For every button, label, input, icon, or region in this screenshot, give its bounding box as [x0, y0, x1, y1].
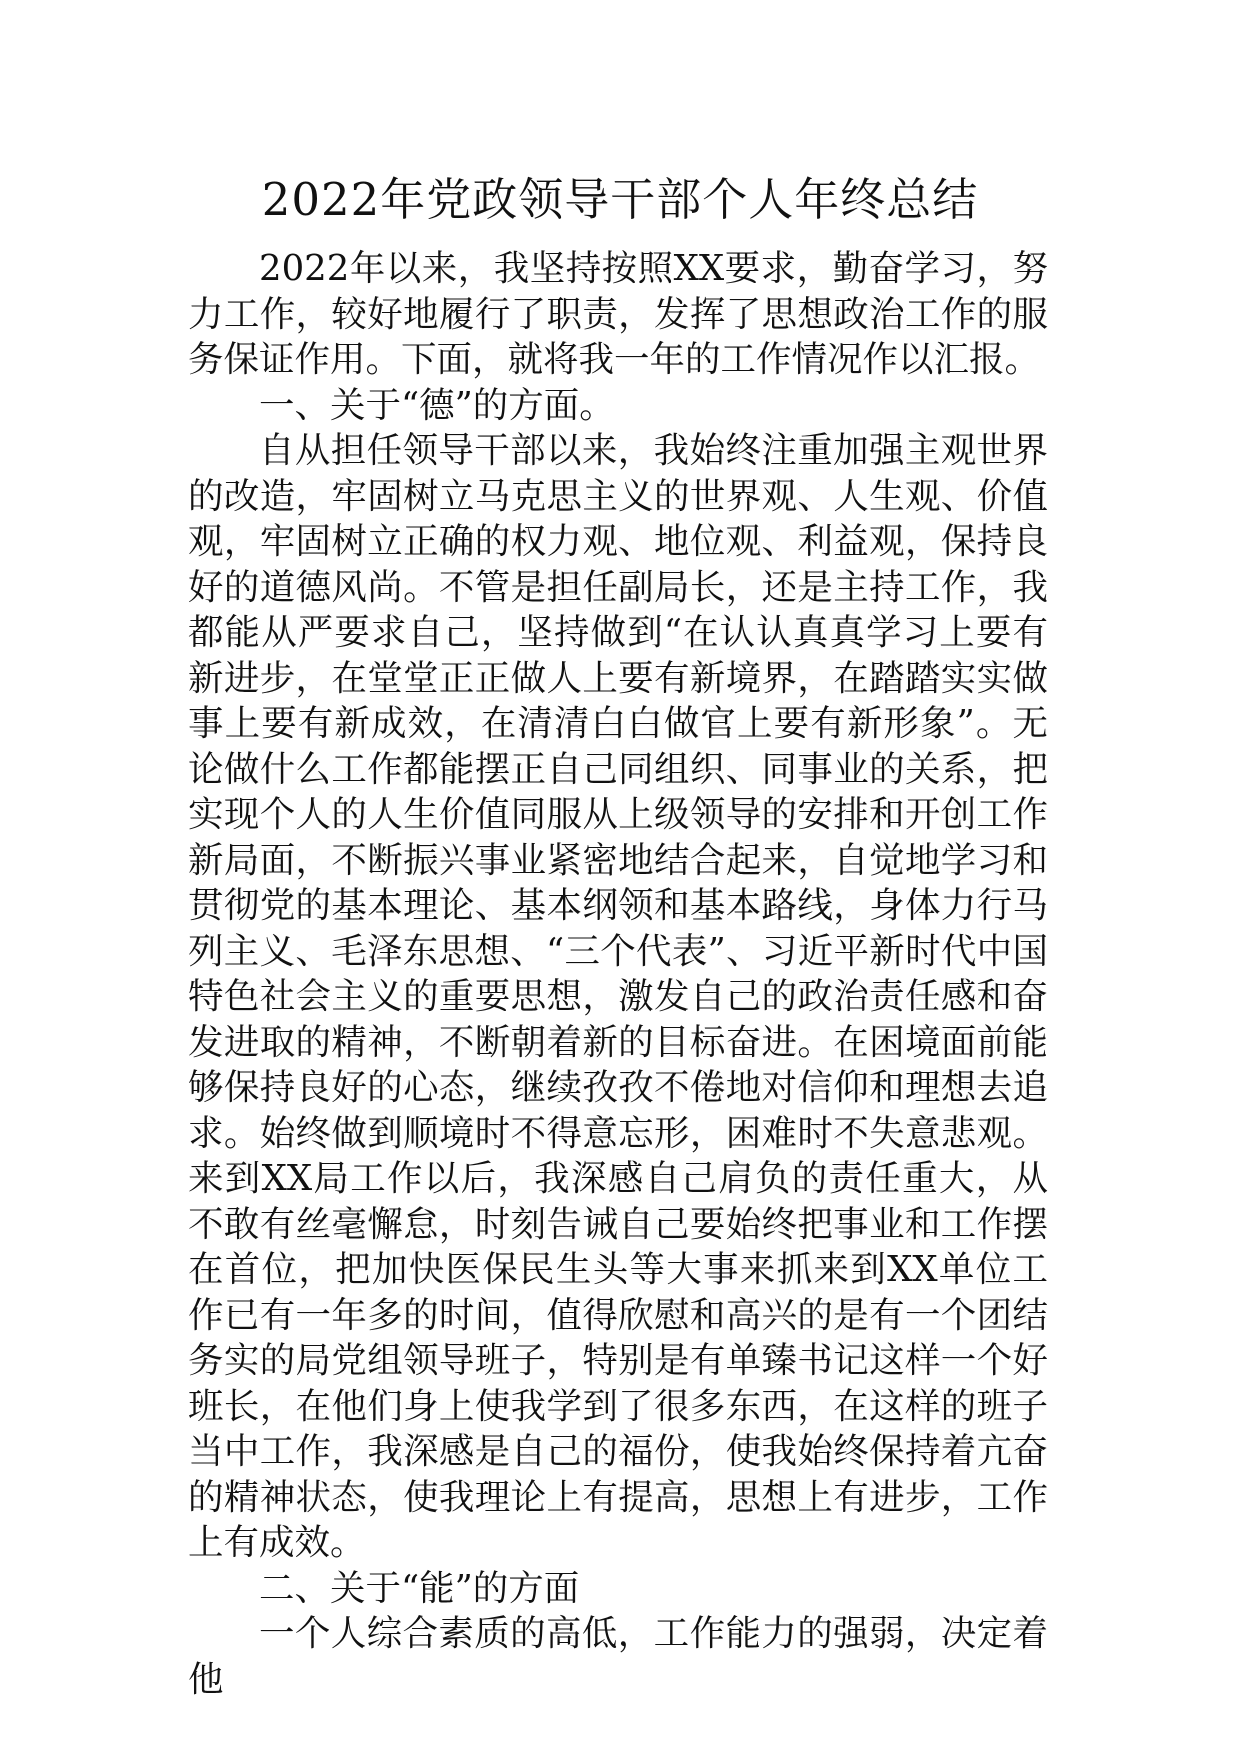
ability-paragraph: 一个人综合素质的高低，工作能力的强弱，决定着他: [188, 1613, 1048, 1700]
virtue-paragraph: 自从担任领导干部以来，我始终注重加强主观世界的改造，牢固树立马克思主义的世界观、人生观、价值观，牢固树立正确的权力观、地位观、利益观，保持良好的道德风尚。不管是担任副局长，还是主持工作，我都能从严要求自己，坚持做到“在认认真真学习上要有新进步，在堂堂正正做人上要有新境界，在踏踏实实做事上要有新成效，在清清白白做官上要有新形象”。无论做什么工作都能摆正自己同组织、同事业的关系，把实现个人的人生价值同服从上级领导的安排和开创工作新局面，不断振兴事业紧密地结合起来，自觉地学习和贯彻党的基本理论、基本纲领和基本路线，身体力行马列主义、毛泽东思想、“三个代表”、习近平新时代中国特色社会主义的重要思想，激发自己的政治责任感和奋发进取的精神，不断朝着新的目标奋进。在困境面前能够保持良好的心态，继续孜孜不倦地对信仰和理想去追求。始终做到顺境时不得意忘形，困难时不失意悲观。来到XX局工作以后，我深感自己肩负的责任重大，从不敢有丝毫懈怠，时刻告诫自己要始终把事业和工作摆在首位，把加快医保民生头等大事来抓来到XX单位工作已有一年多的时间，值得欣慰和高兴的是有一个团结务实的局党组领导班子，特别是有单臻书记这样一个好班长，在他们身上使我学到了很多东西，在这样的班子当中工作，我深感是自己的福份，使我始终保持着亢奋的精神状态，使我理论上有提高，思想上有进步，工作上有成效。: [188, 430, 1049, 1563]
section-heading-virtue: 一、关于“德”的方面。: [259, 384, 615, 426]
intro-paragraph: 2022年以来，我坚持按照XX要求，勤奋学习，努力工作，较好地履行了职责，发挥了思想政治工作的服务保证作用。下面，就将我一年的工作情况作以汇报。: [188, 248, 1048, 380]
document-title: 2022年党政领导干部个人年终总结: [261, 173, 979, 226]
section-heading-ability: 二、关于“能”的方面: [259, 1567, 580, 1609]
document-body: [188, 246, 1048, 1702]
